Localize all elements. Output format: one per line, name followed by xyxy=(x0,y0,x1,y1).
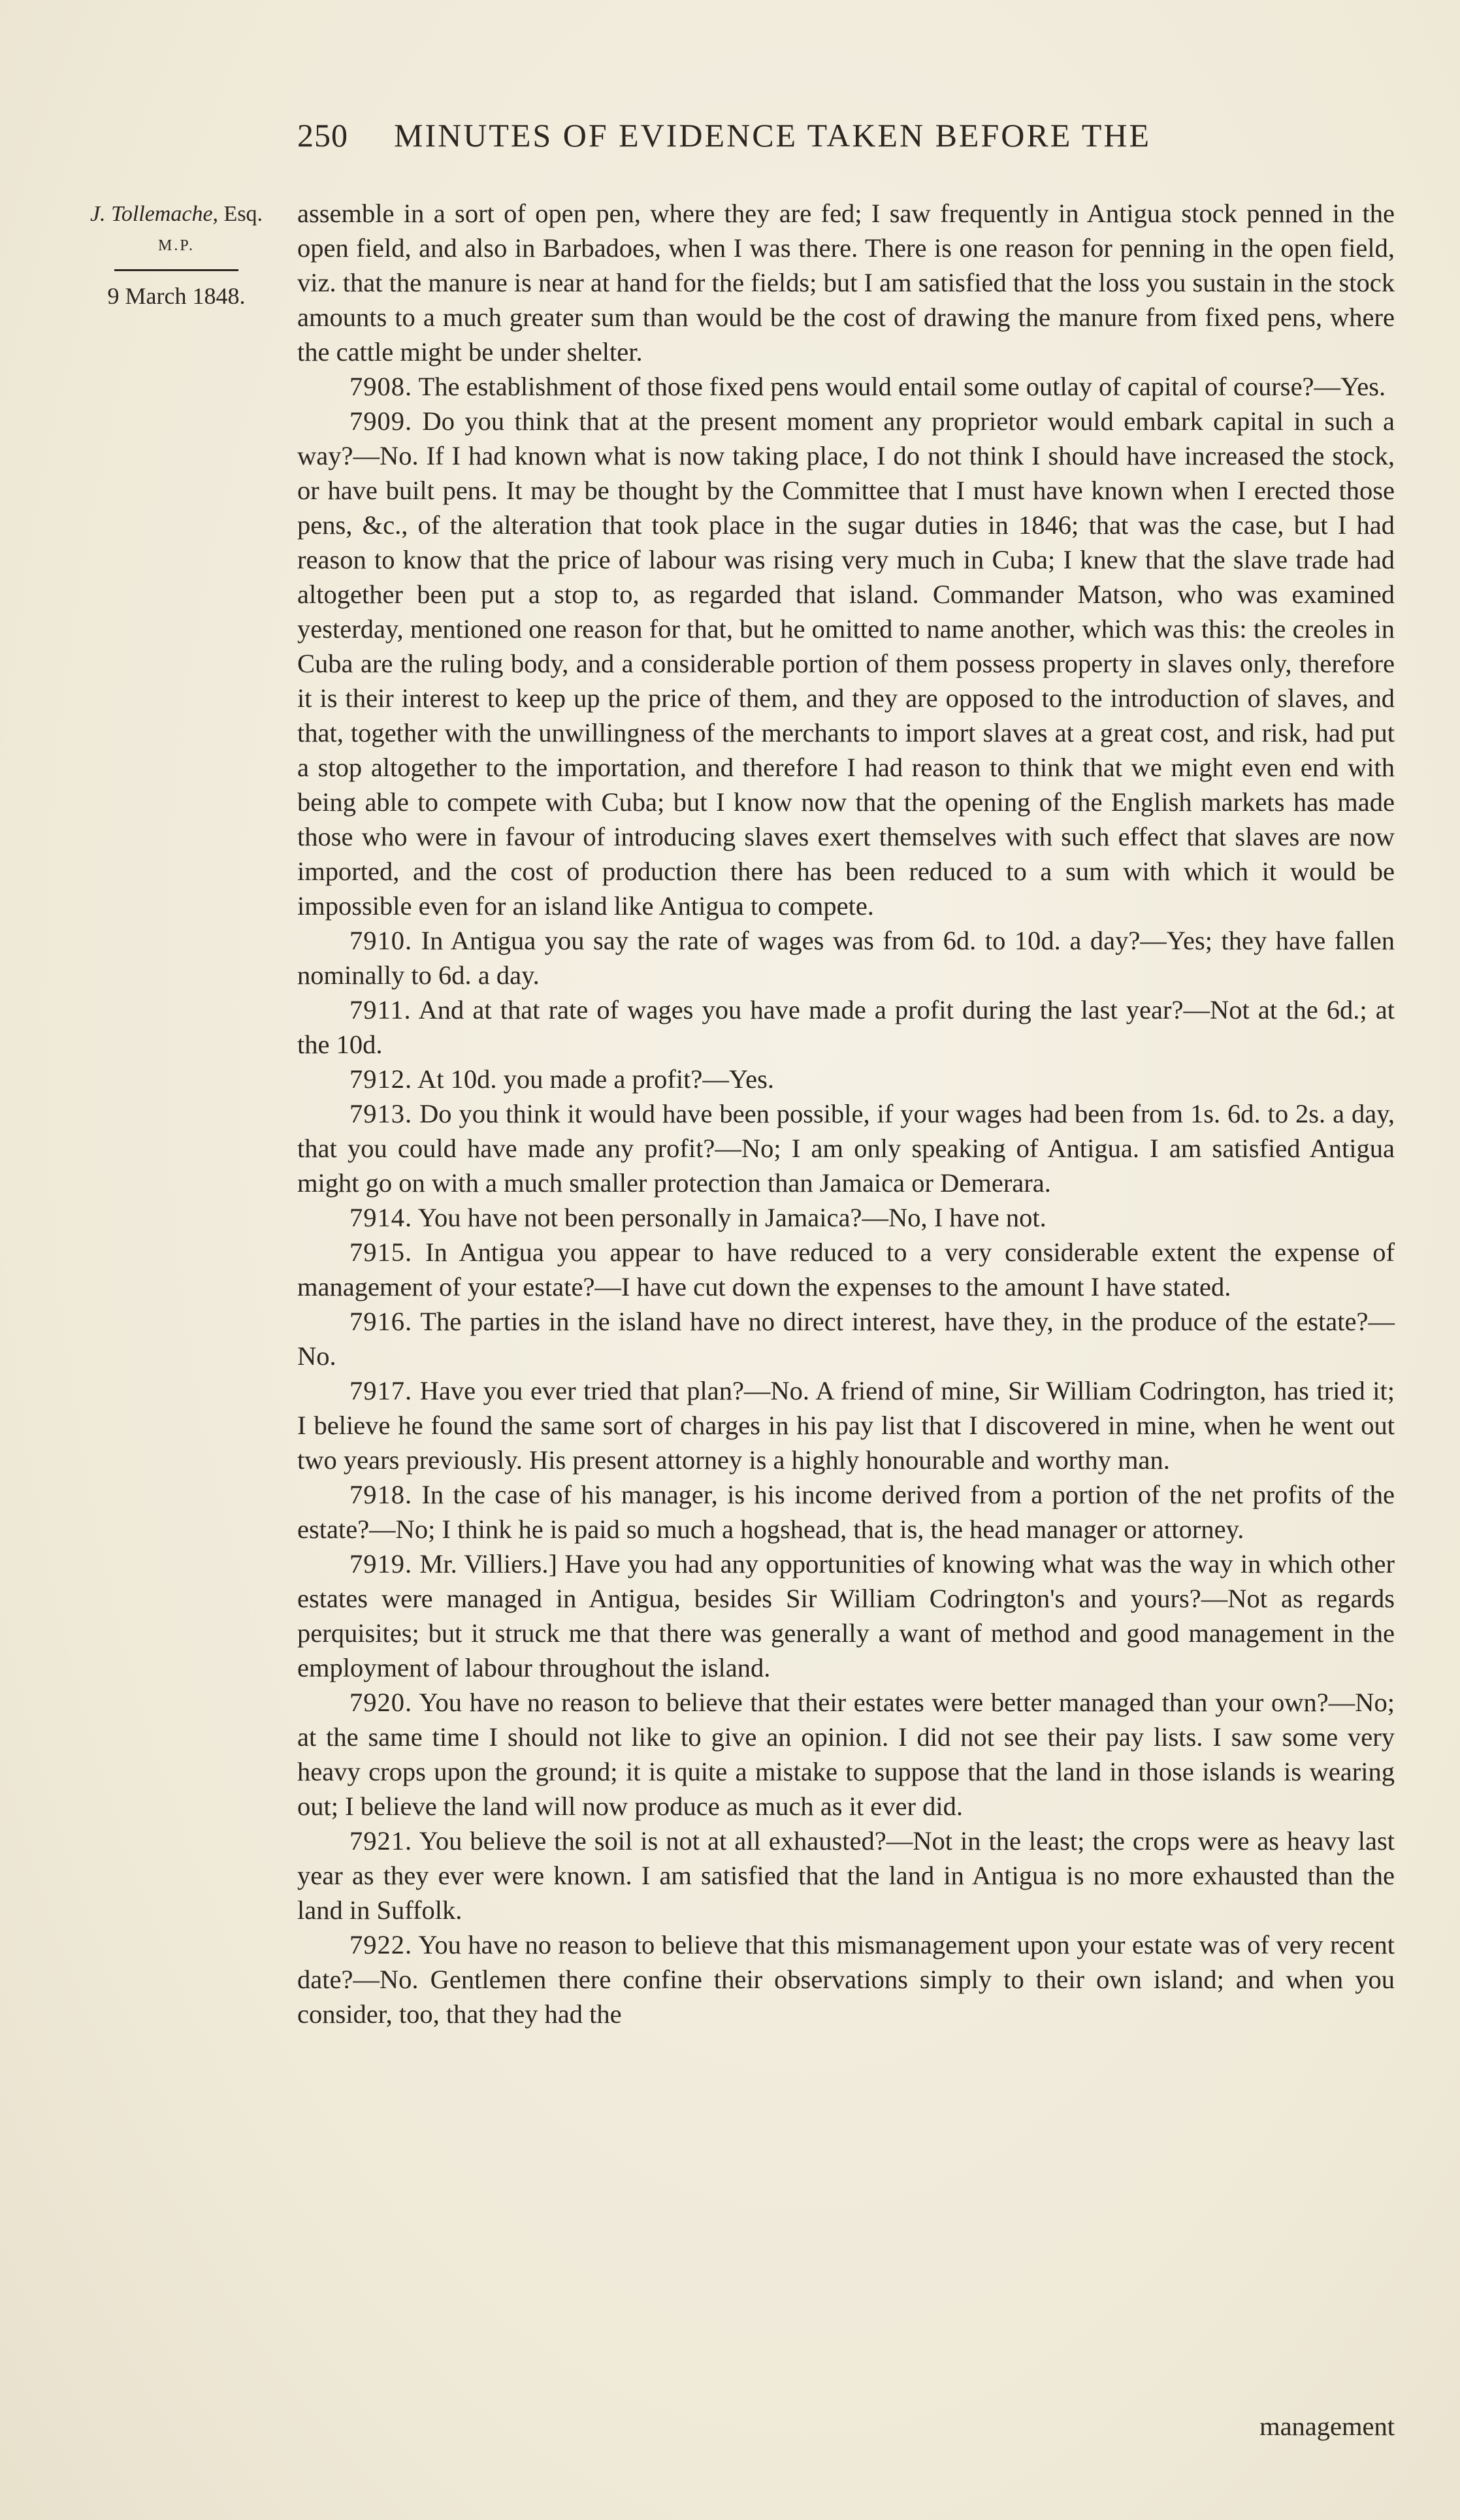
question-number: 7909. xyxy=(349,406,413,436)
paragraph-text: Mr. Villiers.] Have you had any opportunities of knowing what was the way in which other estates were managed in Antigua, besides Sir William Codrington's and yours?—Not as regards perquisites; but it struck me that there was generally a want of method and good management in the employment of labour throughout the island. xyxy=(297,1549,1395,1682)
sidenote-divider xyxy=(114,269,238,271)
paragraph-text: You have no reason to believe that their estates were better managed than your own?—No; at the same time I should not like to give an opinion. I did not see their pay lists. I saw some very heavy crops upon the ground; it is quite a mistake to suppose that the land in those islands is wearing out; I believe the land will now produce as much as it ever did. xyxy=(297,1688,1395,1821)
paragraph-text: You have no reason to believe that this mismanagement upon your estate was of very recent date?—No. Gentlemen there confine their observations simply to their own island; and when you consider, too, that they had the xyxy=(297,1930,1395,2029)
paragraph xyxy=(297,1304,1395,1373)
paragraph-text: assemble in a sort of open pen, where they are fed; I saw frequently in Antigua stock penned in the open field, and also in Barbadoes, when I was there. There is one reason for penning in the open field, viz. that the manure is near at hand for the fields; but I am satisfied that the loss you sustain in the stock amounts to a much greater sum than would be the cost of drawing the manure from fixed pens, where the cattle might be under shelter. xyxy=(297,199,1395,367)
question-number: 7915. xyxy=(349,1237,413,1267)
paragraph-text: In Antigua you say the rate of wages was from 6d. to 10d. a day?—Yes; they have fallen nominally to 6d. a day. xyxy=(297,926,1395,990)
paragraph-text: In the case of his manager, is his income derived from a portion of the net profits of the estate?—No; I think he is paid so much a hogshead, that is, the head manager or attorney. xyxy=(297,1480,1395,1544)
question-number: 7912. xyxy=(349,1064,413,1094)
question-number: 7920. xyxy=(349,1688,413,1717)
question-number: 7917. xyxy=(349,1376,413,1405)
paragraph xyxy=(297,1927,1395,2031)
question-number: 7922. xyxy=(349,1930,413,1959)
paragraph-text: You believe the soil is not at all exhausted?—Not in the least; the crops were as heavy last year as they ever were known. I am satisfied that the land in Antigua is no more exhausted than the land in Suffolk. xyxy=(297,1826,1395,1925)
catchword: management xyxy=(1259,2412,1395,2441)
question-number: 7921. xyxy=(349,1826,413,1856)
question-number: 7913. xyxy=(349,1099,413,1128)
question-number: 7911. xyxy=(349,995,412,1024)
paragraph-text: The parties in the island have no direct interest, have they, in the produce of the estate?—No. xyxy=(297,1307,1395,1371)
witness-name: J. Tollemache, xyxy=(89,202,219,226)
question-number: 7919. xyxy=(349,1549,413,1579)
paragraph xyxy=(297,992,1395,1062)
paragraph-text: The establishment of those fixed pens would entail some outlay of capital of course?—Yes. xyxy=(418,372,1386,401)
paragraph xyxy=(297,1824,1395,1927)
paragraph-text: At 10d. you made a profit?—Yes. xyxy=(417,1064,774,1094)
paragraph xyxy=(297,1477,1395,1546)
paragraph xyxy=(297,1546,1395,1685)
witness-suffix: Esq. xyxy=(223,202,263,226)
paragraph-text: Have you ever tried that plan?—No. A friend of mine, Sir William Codrington, has tried it; I believe he found the same sort of charges in his pay list that I discovered in mine, when he went out two years previously. His present attorney is a highly honourable and worthy man. xyxy=(297,1376,1395,1475)
paragraph xyxy=(297,1373,1395,1477)
paragraph-text: Do you think that at the present moment any proprietor would embark capital in such a way?—No. If I had known what is now taking place, I do not think I should have increased the stock, or have built pens. It may be thought by the Committee that I must have known when I erected those pens, &c., of the alteration that took place in the sugar duties in 1846; that was the case, but I had reason to know that the price of labour was rising very much in Cuba; I knew that the slave trade had altogether been put a stop to, as regarded that island. Commander Matson, who was examined yesterday, mentioned one reason for that, but he omitted to name another, which was this: the creoles in Cuba are the ruling body, and a considerable portion of them possess property in slaves only, therefore it is their interest to keep up the price of them, and they are opposed to the introduction of slaves, and that, together with the unwillingness of the merchants to import slaves at a great cost, and risk, had put a stop altogether to the importation, and therefore I had reason to think that we might even end with being able to compete with Cuba; but I know now that the opening of the English markets has made those who were in favour of introducing slaves exert themselves with such effect that slaves are now imported, and the cost of production there has been reduced to a sum with which it would be impossible even for an island like Antigua to compete. xyxy=(297,406,1395,921)
paragraph xyxy=(297,196,1395,369)
paragraph-text: You have not been personally in Jamaica?—No, I have not. xyxy=(417,1203,1046,1232)
running-title: MINUTES OF EVIDENCE TAKEN BEFORE THE xyxy=(394,117,1152,154)
paragraph xyxy=(297,1062,1395,1096)
paragraph-text: Do you think it would have been possible, if your wages had been from 1s. 6d. to 2s. a day, that you could have made any profit?—No; I am only speaking of Antigua. I am satisfied Antigua might go on with a much smaller protection than Jamaica or Demerara. xyxy=(297,1099,1395,1198)
paragraph xyxy=(297,404,1395,923)
paragraph xyxy=(297,1235,1395,1304)
paragraph-text: In Antigua you appear to have reduced to a very considerable extent the expense of management of your estate?—I have cut down the expenses to the amount I have stated. xyxy=(297,1237,1395,1301)
paragraph xyxy=(297,1685,1395,1824)
margin-sidenote xyxy=(65,200,287,310)
paragraph xyxy=(297,923,1395,992)
witness-title: M.P. xyxy=(157,237,195,254)
paragraph-text: And at that rate of wages you have made a profit during the last year?—Not at the 6d.; at the 10d. xyxy=(297,995,1395,1059)
question-number: 7914. xyxy=(349,1203,413,1232)
evidence-body xyxy=(297,196,1395,2031)
page-number: 250 xyxy=(297,117,348,154)
question-number: 7916. xyxy=(349,1307,413,1336)
witness-line xyxy=(65,200,287,229)
paragraph xyxy=(297,1200,1395,1235)
question-number: 7908. xyxy=(349,372,413,401)
paragraph xyxy=(297,1096,1395,1200)
page-header xyxy=(297,116,1395,169)
question-number: 7910. xyxy=(349,926,413,955)
evidence-date: 9 March 1848. xyxy=(107,283,246,309)
question-number: 7918. xyxy=(349,1480,413,1509)
paragraph xyxy=(297,369,1395,404)
